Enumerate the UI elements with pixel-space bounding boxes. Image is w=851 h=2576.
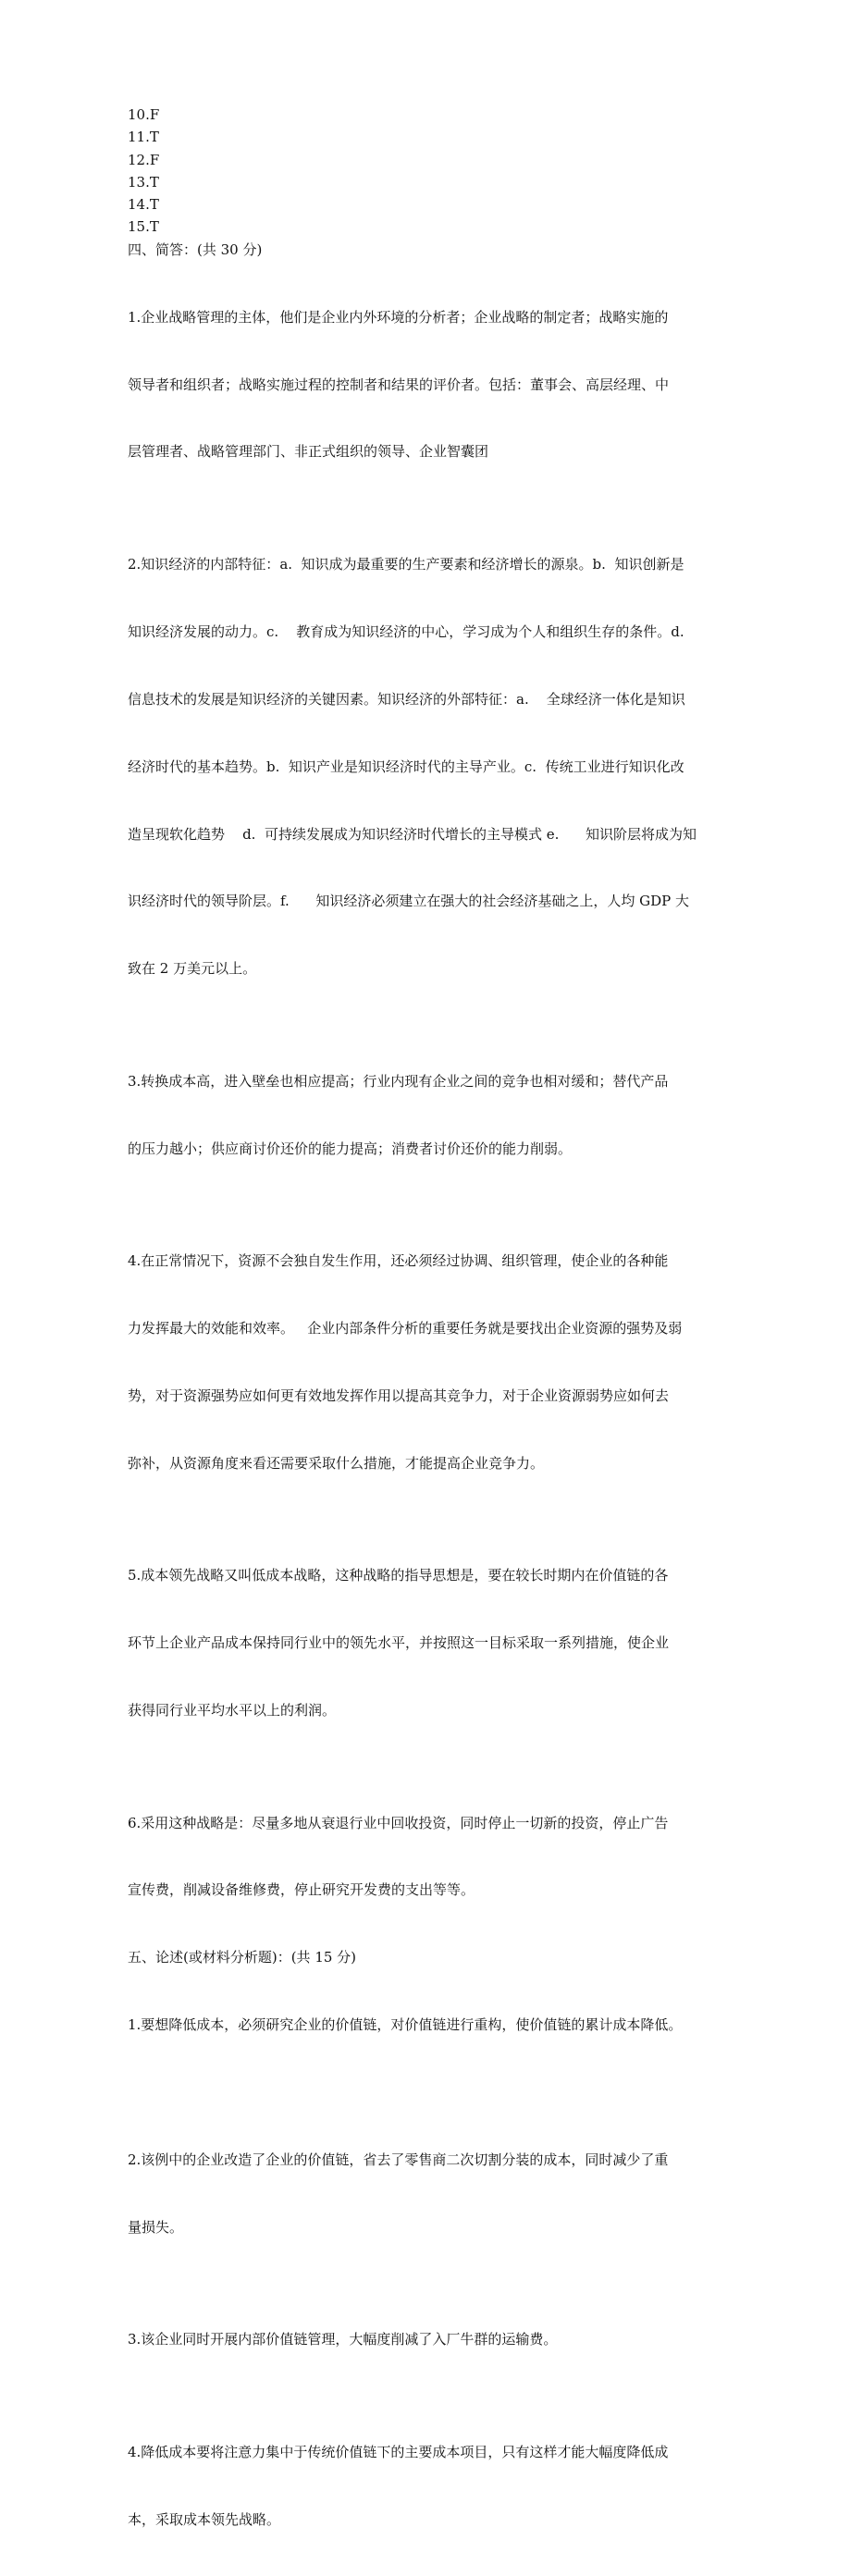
short-answer-5 bbox=[128, 1520, 729, 1767]
answer-line: 宣传费，削减设备维修费，停止研究开发费的支出等等。 bbox=[128, 1881, 475, 1899]
answer-line: 力发挥最大的效能和效率。 企业内部条件分析的重要任务就是要找出企业资源的强势及弱 bbox=[128, 1320, 683, 1337]
document-page bbox=[128, 104, 729, 2576]
essay-answer-3 bbox=[128, 2284, 729, 2396]
section-4-heading: 四、简答：(共 30 分) bbox=[128, 240, 263, 258]
essay-answer-2 bbox=[128, 2103, 729, 2283]
answer-line: 知识经济发展的动力。c. 教育成为知识经济的中心，学习成为个人和组织生存的条件。d. bbox=[128, 622, 684, 640]
answer-line: 经济时代的基本趋势。b. 知识产业是知识经济时代的主导产业。c. 传统工业进行知识化改 bbox=[128, 758, 684, 775]
tf-answer: 11.T bbox=[128, 129, 159, 146]
tf-answer: 14.T bbox=[128, 196, 159, 214]
answer-line: 层管理者、战略管理部门、非正式组织的领导、企业智囊团 bbox=[128, 443, 489, 461]
answer-line: 4.在正常情况下，资源不会独自发生作用，还必须经过协调、组织管理，使企业的各种能 bbox=[128, 1252, 669, 1270]
answer-line: 的压力越小；供应商讨价还价的能力提高；消费者讨价还价的能力削弱。 bbox=[128, 1140, 573, 1157]
answer-line: 2.该例中的企业改造了企业的价值链，省去了零售商二次切割分装的成本，同时减少了重 bbox=[128, 2151, 669, 2169]
blank-line bbox=[128, 2081, 729, 2103]
answer-line: 造呈现软化趋势 d. 可持续发展成为知识经济时代增长的主导模式 e. 知识阶层将成为知 bbox=[128, 825, 697, 843]
short-answer-2 bbox=[128, 508, 729, 1025]
answer-line: 领导者和组织者；战略实施过程的控制者和结果的评价者。包括：董事会、高层经理、中 bbox=[128, 376, 670, 393]
answer-line: 弥补，从资源角度来看还需要采取什么措施，才能提高企业竞争力。 bbox=[128, 1454, 545, 1472]
answer-line: 3.转换成本高，进入壁垒也相应提高；行业内现有企业之间的竞争也相对缓和；替代产品 bbox=[128, 1072, 669, 1090]
tf-answer: 10.F bbox=[128, 106, 160, 123]
tf-answer: 13.T bbox=[128, 173, 159, 191]
answer-line: 识经济时代的领导阶层。f. 知识经济必须建立在强大的社会经济基础之上，人均 GDP 大 bbox=[128, 893, 690, 910]
essay-answer-4 bbox=[128, 2396, 729, 2575]
tf-answer-list bbox=[128, 104, 729, 239]
answer-line: 量损失。 bbox=[128, 2218, 184, 2236]
answer-line: 2.知识经济的内部特征：a. 知识成为最重要的生产要素和经济增长的源泉。b. 知识创新是 bbox=[128, 555, 684, 573]
answer-line: 1.要想降低成本，必须研究企业的价值链，对价值链进行重构，使价值链的累计成本降低。 bbox=[128, 2016, 683, 2034]
answer-line: 本，采取成本领先战略。 bbox=[128, 2510, 281, 2528]
tf-answer: 15.T bbox=[128, 218, 159, 236]
tf-answer: 12.F bbox=[128, 151, 160, 168]
answer-line: 1.企业战略管理的主体，他们是企业内外环境的分析者；企业战略的制定者；战略实施的 bbox=[128, 308, 669, 326]
answer-line: 势，对于资源强势应如何更有效地发挥作用以提高其竞争力，对于企业资源弱势应如何去 bbox=[128, 1387, 670, 1404]
answer-line: 环节上企业产品成本保持同行业中的领先水平，并按照这一目标采取一系列措施，使企业 bbox=[128, 1634, 670, 1652]
answer-line: 信息技术的发展是知识经济的关键因素。知识经济的外部特征：a. 全球经济一体化是知识 bbox=[128, 690, 685, 708]
section-5-heading: 五、论述(或材料分析题)：(共 15 分) bbox=[128, 1949, 357, 1966]
answer-line: 6.采用这种战略是：尽量多地从衰退行业中回收投资，同时停止一切新的投资，停止广告 bbox=[128, 1814, 669, 1831]
answer-line: 3.该企业同时开展内部价值链管理，大幅度削减了入厂牛群的运输费。 bbox=[128, 2331, 558, 2348]
essay-answer-1 bbox=[128, 1969, 729, 2081]
answer-line: 4.降低成本要将注意力集中于传统价值链下的主要成本项目，只有这样才能大幅度降低成 bbox=[128, 2443, 669, 2460]
short-answer-3 bbox=[128, 1025, 729, 1204]
answer-line: 获得同行业平均水平以上的利润。 bbox=[128, 1702, 337, 1719]
short-answer-1 bbox=[128, 261, 729, 508]
answer-line: 5.成本领先战略又叫低成本战略，这种战略的指导思想是，要在较长时期内在价值链的各 bbox=[128, 1567, 669, 1584]
short-answer-4 bbox=[128, 1205, 729, 1520]
short-answer-6 bbox=[128, 1767, 729, 1946]
answer-line: 致在 2 万美元以上。 bbox=[128, 960, 257, 978]
